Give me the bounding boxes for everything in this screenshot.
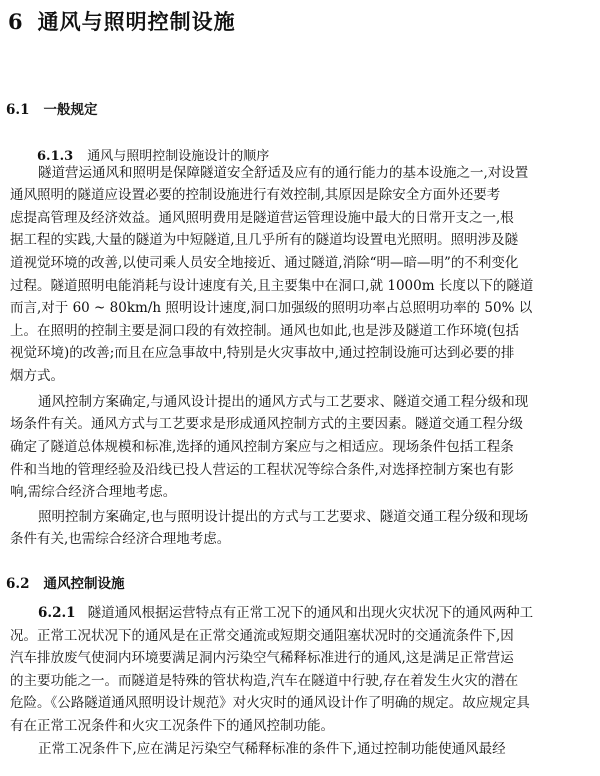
chapter-title-text: 通风与照明控制设施	[37, 9, 236, 34]
paragraph-line: 照明控制方案确定,也与照明设计提出的方式与工艺要求、隧道交通工程分级和现场	[38, 509, 529, 525]
chapter-title	[8, 6, 236, 36]
paragraph-line: 条件有关,也需综合经济合理地考虑。	[10, 531, 231, 547]
clause-number: 6.2.1	[38, 605, 76, 621]
paragraph-line: 危险。《公路隧道通风照明设计规范》对火灾时的通风设计作了明确的规定。故应规定具	[10, 695, 530, 711]
section-heading-6-1	[6, 98, 98, 118]
paragraph-line: 通风照明的隧道应设置必要的控制设施进行有效控制,其原因是除安全方面外还要考	[10, 187, 501, 203]
paragraph-line: 过程。隧道照明电能消耗与设计速度有关,且主要集中在洞口,就 1000m 长度以下的隧道	[10, 278, 534, 294]
paragraph-line: 通风控制方案确定,与通风设计提出的通风方式与工艺要求、隧道交通工程分级和现	[38, 394, 529, 410]
paragraph-line: 虑提高管理及经济效益。通风照明费用是隧道营运管理设施中最大的日常开支之一,根	[10, 210, 514, 226]
section-title: 一般规定	[43, 102, 98, 118]
paragraph-line: 而言,对于 60 ~ 80km/h 照明设计速度,洞口加强级的照明功率占总照明功率的 50% 以	[10, 300, 533, 316]
paragraph-line: 道视觉环境的改善,以使司乘人员安全地接近、通过隧道,消除“明—暗—明”的不利变化	[10, 255, 519, 271]
clause-text: 隧道通风根据运营特点有正常工况下的通风和出现火灾状况下的通风两种工	[87, 605, 534, 621]
paragraph-line: 件和当地的管理经验及沿线已投人营运的工程状况等综合条件,对选择控制方案也有影	[10, 462, 514, 478]
paragraph-line: 据工程的实践,大量的隧道为中短隧道,且几乎所有的隧道均设置电光照明。照明涉及隧	[10, 232, 519, 248]
paragraph-line: 响,需综合经济合理地考虑。	[10, 484, 177, 500]
clause-number: 6.1.3	[37, 149, 74, 164]
paragraph-line: 确定了隧道总体规模和标准,选择的通风控制方案应与之相适应。现场条件包括工程条	[10, 439, 514, 455]
paragraph-line: 的主要功能之一。而隧道是特殊的管状构造,汽车在隧道中行驶,存在着发生火灾的潜在	[10, 673, 519, 689]
paragraph-line: 况。正常工况状况下的通风是在正常交通流或短期交通阻塞状况时的交通流条件下,因	[10, 628, 514, 644]
paragraph-line: 场条件有关。通风方式与工艺要求是形成通风控制方式的主要因素。隧道交通工程分级	[10, 416, 523, 432]
paragraph-line: 有在正常工况条件和火灾工况条件下的通风控制功能。	[10, 718, 334, 734]
clause-heading-6-1-3	[37, 145, 269, 164]
paragraph-line: 视觉环境)的改善;而且在应急事故中,特别是火灾事故中,通过控制设施可达到必要的排	[10, 345, 515, 361]
paragraph-line: 隧道营运通风和照明是保障隧道安全舒适及应有的通行能力的基本设施之一,对设置	[38, 165, 529, 181]
clause-title: 通风与照明控制设施设计的顺序	[87, 149, 270, 164]
section-title: 通风控制设施	[43, 576, 125, 592]
paragraph-line: 上。在照明的控制主要是洞口段的有效控制。通风也如此,也是涉及隧道工作环境(包括	[10, 323, 520, 339]
paragraph-line: 汽车排放废气使洞内环境要满足洞内污染空气稀释标准进行的通风,这是满足正常营运	[10, 650, 514, 666]
paragraph-line: 正常工况条件下,应在满足污染空气稀释标准的条件下,通过控制功能使通风最经	[38, 741, 506, 757]
section-number: 6.2	[6, 576, 30, 592]
section-number: 6.1	[6, 102, 30, 118]
chapter-number: 6	[8, 9, 24, 34]
paragraph-line-first	[38, 605, 533, 621]
paragraph-line: 烟方式。	[10, 368, 64, 384]
section-heading-6-2	[6, 572, 125, 592]
